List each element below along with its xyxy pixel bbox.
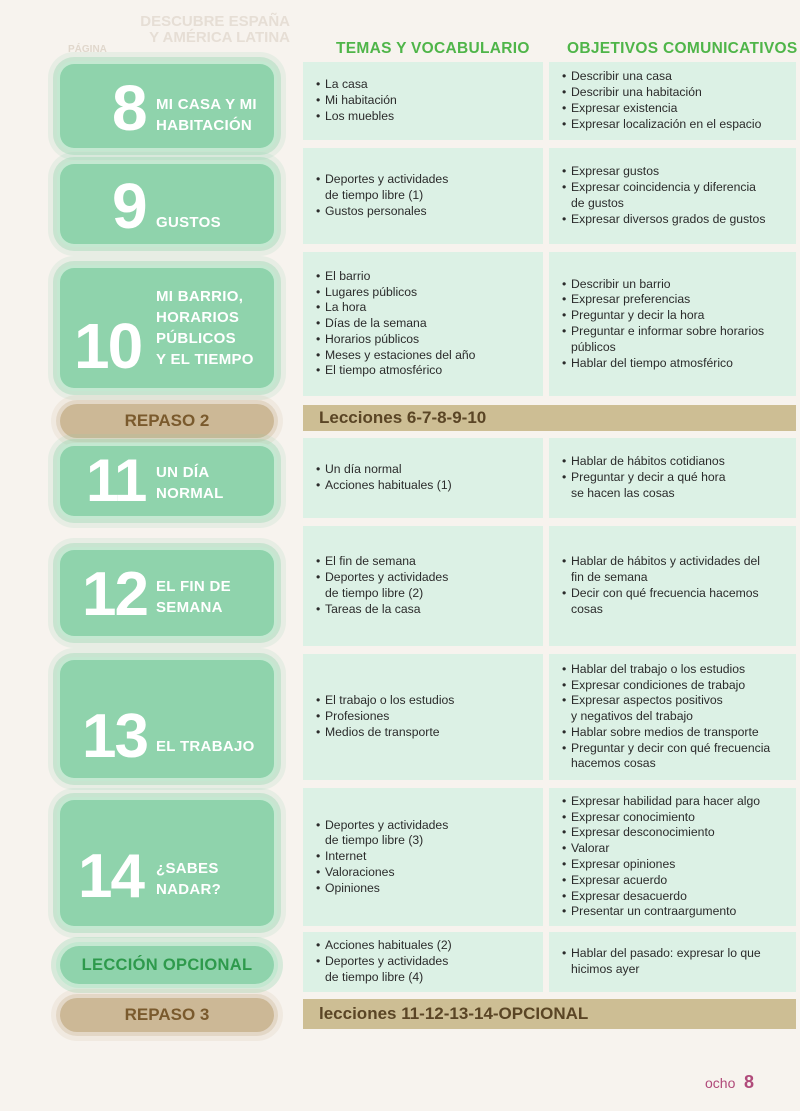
list-item: fin de semana [571,570,648,585]
lesson-11-badge[interactable] [60,446,274,516]
lesson-number: 14 [78,842,143,911]
list-item: • El fin de semana [317,554,533,570]
lesson-title [156,286,254,370]
temas-header: TEMAS Y VOCABULARIO [336,40,530,57]
title-line: EL FIN DE [156,578,231,595]
list-item: • Hablar del pasado: expresar lo que [563,946,786,962]
list-item: • Expresar coincidencia y diferencia [563,180,786,196]
temas-cell-14 [303,788,543,926]
title-line: PÚBLICOS [156,330,236,347]
faded-line-2: Y AMÉRICA LATINA [149,29,290,46]
list-item: se hacen las cosas [571,485,675,500]
list-item: • Los muebles [317,109,533,125]
title-line: NORMAL [156,485,224,502]
list-item: • Expresar localización en el espacio [563,117,786,133]
title-line: MI BARRIO, [156,288,244,305]
list-item: • Acciones habituales (1) [317,478,533,494]
list-item: • Un día normal [317,462,533,478]
temas-cell-9 [303,148,543,244]
list-item: • Expresar desconocimiento [563,825,786,841]
list-item: • Hablar de hábitos cotidianos [563,454,786,470]
title-line: NADAR? [156,881,222,898]
faded-section-heading [140,14,290,46]
temas-cell-12 [303,526,543,646]
repaso-2-badge[interactable]: REPASO 2 [60,404,274,438]
list-item: • El trabajo o los estudios [317,693,533,709]
list-item: • Preguntar y decir la hora [563,308,786,324]
temas-cell-opcional [303,932,543,992]
temas-cell-10 [303,252,543,396]
list-item: • Preguntar y decir a qué hora [563,470,786,486]
objetivos-header: OBJETIVOS COMUNICATIVOS [567,40,798,57]
list-item: • Decir con qué frecuencia hacemos [563,586,786,602]
lesson-9-badge[interactable] [60,164,274,244]
objetivos-cell-11 [549,438,796,518]
list-item: • Preguntar e informar sobre horarios [563,324,786,340]
list-item: • Expresar desacuerdo [563,889,786,905]
repaso-3-badge[interactable]: REPASO 3 [60,998,274,1032]
list-item: • Tareas de la casa [317,602,533,618]
lesson-10-badge[interactable] [60,268,274,388]
list-item: • Expresar existencia [563,101,786,117]
lesson-number: 9 [112,170,146,242]
list-item: • Expresar aspectos positivos [563,693,786,709]
list-item: de tiempo libre (2) [325,586,424,600]
list-item: • Expresar preferencias [563,292,786,308]
list-item: • Horarios públicos [317,332,533,348]
title-line: SEMANA [156,599,223,616]
title-line: GUSTOS [156,214,221,231]
lesson-8-badge[interactable] [60,64,274,148]
list-item: • Gustos personales [317,204,533,220]
list-item: de gustos [571,196,624,210]
list-item: hicimos ayer [571,962,640,976]
list-item: • Opiniones [317,881,533,897]
list-item: • Describir un barrio [563,277,786,293]
lesson-number: 10 [74,310,142,382]
list-item: • Expresar opiniones [563,857,786,873]
title-line: HABITACIÓN [156,117,253,134]
lesson-title [156,212,221,233]
list-item: • Describir una casa [563,69,786,85]
list-item: • Hablar del tiempo atmosférico [563,356,786,372]
list-item: • Valorar [563,841,786,857]
lesson-13-badge[interactable] [60,660,274,778]
list-item: • Presentar un contraargumento [563,904,786,920]
temas-cell-8 [303,62,543,140]
list-item: • Deportes y actividades [317,570,533,586]
lesson-title [156,462,224,504]
faded-line-1: DESCUBRE ESPAÑA [140,13,290,30]
list-item: • Expresar condiciones de trabajo [563,678,786,694]
repaso-3-lecciones: lecciones 11-12-13-14-OPCIONAL [303,999,796,1029]
objetivos-cell-12 [549,526,796,646]
objetivos-cell-14 [549,788,796,926]
lesson-title [156,858,221,900]
lesson-12-badge[interactable] [60,550,274,636]
list-item: • Expresar conocimiento [563,810,786,826]
list-item: • La hora [317,300,533,316]
list-item: • La casa [317,77,533,93]
objetivos-cell-8 [549,62,796,140]
list-item: • Hablar del trabajo o los estudios [563,662,786,678]
list-item: • Deportes y actividades [317,954,533,970]
lesson-title [156,94,257,136]
list-item: • Días de la semana [317,316,533,332]
list-item: • El tiempo atmosférico [317,363,533,379]
list-item: hacemos cosas [571,756,656,771]
list-item: • Lugares públicos [317,285,533,301]
list-item: • Mi habitación [317,93,533,109]
lesson-title [156,736,255,757]
lesson-number: 11 [86,447,146,514]
title-line: EL TRABAJO [156,738,255,755]
repaso-2-lecciones: Lecciones 6-7-8-9-10 [303,405,796,431]
title-line: HORARIOS [156,309,240,326]
lesson-number: 8 [112,72,146,144]
list-item: y negativos del trabajo [571,709,693,724]
list-item: • Expresar acuerdo [563,873,786,889]
title-line: UN DÍA [156,464,210,481]
list-item: • Internet [317,849,533,865]
list-item: cosas [571,601,603,616]
temas-cell-13 [303,654,543,780]
faded-pagina-label: PÁGINA [68,44,107,55]
list-item: • Profesiones [317,709,533,725]
objetivos-cell-opcional [549,932,796,992]
list-item: de tiempo libre (1) [325,188,424,203]
lesson-number: 13 [82,702,147,771]
list-item: • Expresar gustos [563,164,786,180]
lesson-title [156,576,231,618]
list-item: • El barrio [317,269,533,285]
list-item: • Deportes y actividades [317,818,533,834]
title-line: Y EL TIEMPO [156,351,254,368]
title-line: ¿SABES [156,860,219,877]
list-item: • Preguntar y decir con qué frecuencia [563,741,786,757]
list-item: • Describir una habitación [563,85,786,101]
list-item: de tiempo libre (3) [325,833,424,848]
list-item: • Expresar habilidad para hacer algo [563,794,786,810]
list-item: • Hablar sobre medios de transporte [563,725,786,741]
objetivos-cell-10 [549,252,796,396]
objetivos-cell-13 [549,654,796,780]
lesson-14-badge[interactable] [60,800,274,926]
objetivos-cell-9 [549,148,796,244]
temas-cell-11 [303,438,543,518]
list-item: • Meses y estaciones del año [317,348,533,364]
list-item: públicos [571,339,616,354]
list-item: • Expresar diversos grados de gustos [563,212,786,228]
title-line: MI CASA Y MI [156,96,257,113]
list-item: • Deportes y actividades [317,172,533,188]
list-item: • Acciones habituales (2) [317,938,533,954]
list-item: • Hablar de hábitos y actividades del [563,554,786,570]
list-item: • Valoraciones [317,865,533,881]
page-word: ocho [705,1075,736,1091]
leccion-opcional-badge[interactable]: LECCIÓN OPCIONAL [60,946,274,984]
lesson-number: 12 [82,560,147,629]
list-item: • Medios de transporte [317,725,533,741]
list-item: de tiempo libre (4) [325,969,424,984]
page-number: 8 [744,1072,755,1092]
